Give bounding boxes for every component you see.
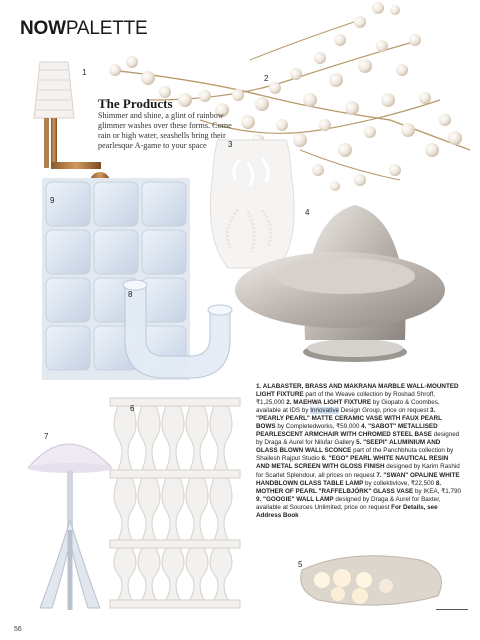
caption-item-2-body-b: Design Group, price on request [338,407,430,415]
caption-item-5-head: 5. "SEEPI" ALUMINIUM AND GLASS BLOWN WALL SCONCE [256,439,441,455]
swan-table-lamp-illustration [28,444,112,610]
product-number-7: 7 [44,432,49,441]
caption-item-4-head: 4. "SABOT" METALLISED PEARLESCENT ARMCHAIR WITH CHROMED STEEL BASE [256,423,438,439]
caption-item-6-head: 6. "EGO" PEARL WHITE NAUTICAL RESIN AND METAL SCREEN WITH GLOSS FINISH [256,455,449,471]
footer-rule [436,609,468,610]
section-title-bold: NOW [20,18,66,39]
caption-item-2-head: 2. MAEHWA LIGHT FIXTURE [286,399,372,407]
product-number-1: 1 [82,68,87,77]
caption-item-3-head: 3. "PEARLY PEARL" MATTE CERAMIC VASE WITH FAUX PEARL BOWS [256,407,442,431]
product-number-5: 5 [298,560,303,569]
product-caption [256,383,461,520]
caption-item-8-head: 8. MOTHER OF PEARL "RAFFELBJÖRK" GLASS VASE [256,479,442,495]
caption-item-3-body: by Completedworks, ₹59,000 [275,423,362,431]
product-number-2: 2 [264,74,269,83]
product-number-8: 8 [128,290,133,299]
caption-item-1-head: 1. ALABASTER, BRASS AND MAKRANA MARBLE WALL-MOUNTED LIGHT FIXTURE [256,383,459,399]
caption-item-7-body: by collektivlove, ₹22,500 [363,479,436,487]
caption-item-7-head: 7. "SWAN" OPALINE WHITE HANDBLOWN GLASS TABLE LAMP [256,471,460,487]
section-title-light: PALETTE [65,18,148,39]
product-number-6: 6 [130,404,135,413]
page-number: 56 [14,626,22,633]
intro-title: The Products [98,96,173,111]
caption-item-9-head: 9. "GOOGIE" WALL LAMP [256,495,334,503]
seepi-sconce-illustration [301,556,442,605]
ceramic-vase-illustration [210,140,294,268]
ego-screen-illustration [110,398,240,608]
caption-footer: For Details, see Address Book [256,503,438,519]
caption-item-2-body-a: by Giopato & Coombes, available at IDS by [256,399,440,415]
caption-item-9-body: designed by Draga & Aurel for Baxter, available at Sources Unlimited, price on request [256,495,441,511]
caption-item-4-body: designed by Draga & Aurel for Nilufar Gallery [256,431,460,447]
caption-highlighted-word: Innovative [310,407,339,415]
intro-body: Shimmer and shine, a glint of rainbow glimmer washes over these forms. Come rain or high water, seashells bring their pearlesque A-game to your space [98,111,232,150]
caption-item-6-body: designed by Karim Rashid for Scarlet Splendour, all prices on request [256,463,460,479]
caption-item-1-body: part of the Weave collection by Roshad Shroff, ₹1,25,000 [256,391,435,407]
caption-item-8-body: by IKEA, ₹1,790 [413,487,461,495]
caption-item-5-body: part of the Panchbhuta collection by Shailesh Rajput Studio [256,447,454,463]
product-number-9: 9 [50,196,55,205]
product-number-4: 4 [305,208,310,217]
product-number-3: 3 [228,140,233,149]
googie-wall-lamp-illustration [42,178,190,380]
